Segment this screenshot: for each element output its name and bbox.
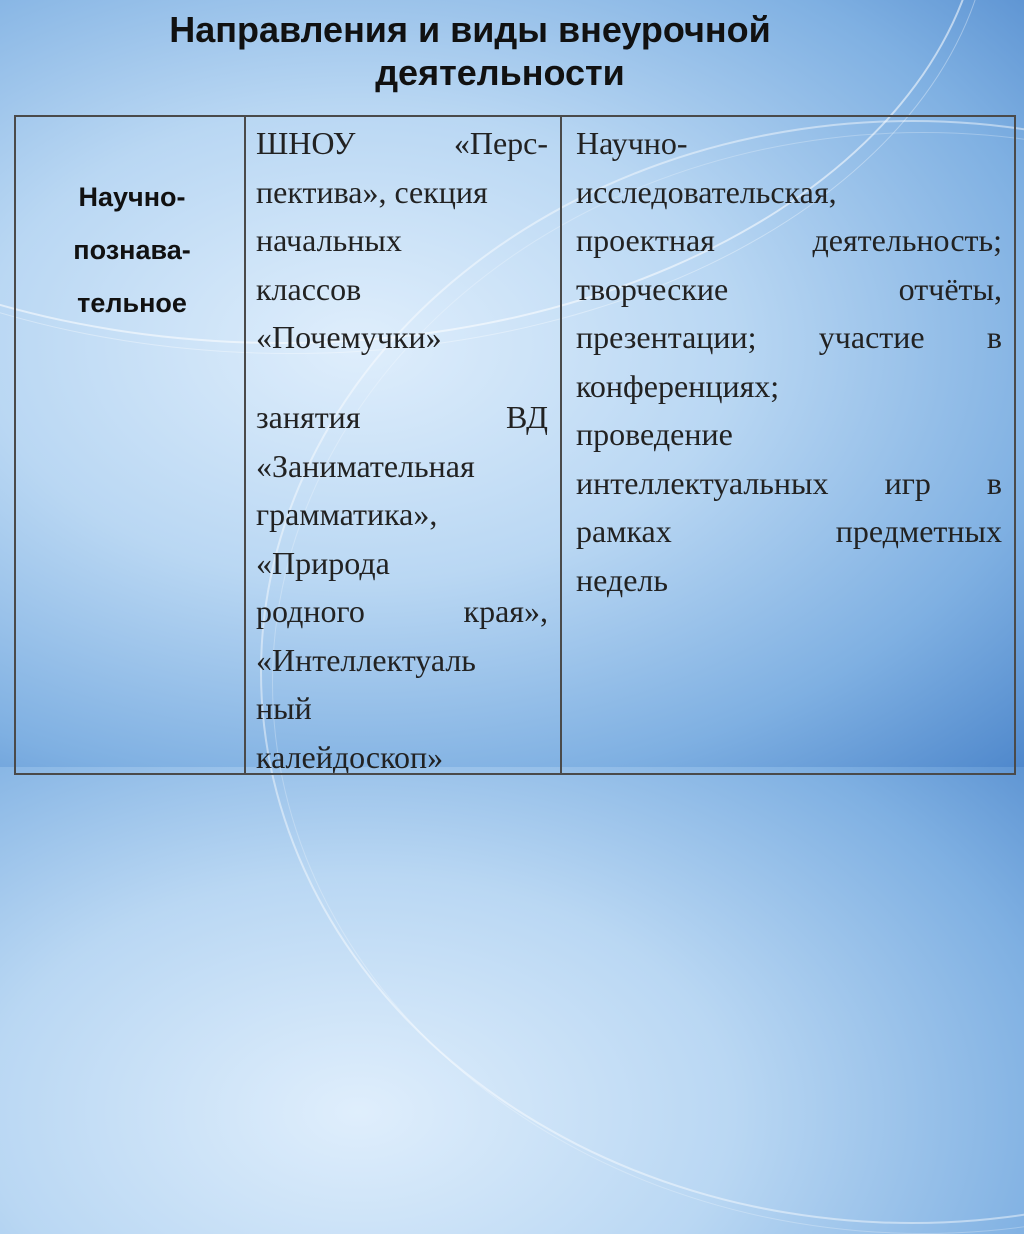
- activities-block: [576, 119, 1002, 604]
- direction-line: Научно-: [78, 182, 186, 212]
- forms-text: «Природа: [256, 544, 390, 581]
- activities-text: проведение: [576, 416, 733, 452]
- forms-text: калейдоскоп»: [256, 738, 444, 775]
- activities-text: конференциях;: [576, 367, 780, 404]
- activities-text: рамках предметных: [576, 513, 1002, 549]
- forms-text: грамматика»,: [256, 496, 438, 532]
- forms-block-school: [256, 119, 548, 362]
- activities-text: творческие отчёты,: [576, 270, 1002, 307]
- forms-text: ВД: [506, 399, 548, 435]
- activities-text: недель: [576, 561, 668, 598]
- forms-text: занятия: [256, 399, 361, 435]
- forms-cell: [246, 115, 562, 775]
- forms-text: «Интеллектуаль: [256, 641, 476, 678]
- direction-cell: [14, 115, 246, 775]
- slide-title: [0, 8, 940, 94]
- slide-title-line1: Направления и виды внеурочной: [169, 9, 771, 50]
- activities-text: Научно-: [576, 125, 688, 161]
- forms-block-classes: [256, 393, 548, 775]
- forms-text: начальных: [256, 222, 402, 258]
- activities-cell: [562, 115, 1016, 775]
- slide-title-line2: деятельности: [375, 52, 625, 93]
- forms-text: «Почемучки»: [256, 319, 442, 355]
- forms-text: края»,: [463, 593, 548, 629]
- direction-line: тельное: [77, 288, 187, 318]
- forms-text: классов: [256, 270, 362, 307]
- activities-text: презентации; участие в: [576, 319, 1002, 355]
- activities-text: проектная деятельность;: [576, 222, 1002, 258]
- forms-text: «Перс-: [453, 125, 548, 161]
- activities-text: исследовательская,: [576, 173, 837, 210]
- forms-text: родного: [256, 593, 365, 629]
- forms-text: пектива», секция: [256, 173, 488, 210]
- forms-text: ный: [256, 690, 312, 726]
- activities-table: [14, 115, 1016, 775]
- direction-line: познава-: [73, 235, 191, 265]
- forms-text: «Занимательная: [256, 447, 475, 484]
- activities-text: интеллектуальных игр в: [576, 464, 1002, 501]
- forms-text: ШНОУ: [256, 125, 356, 161]
